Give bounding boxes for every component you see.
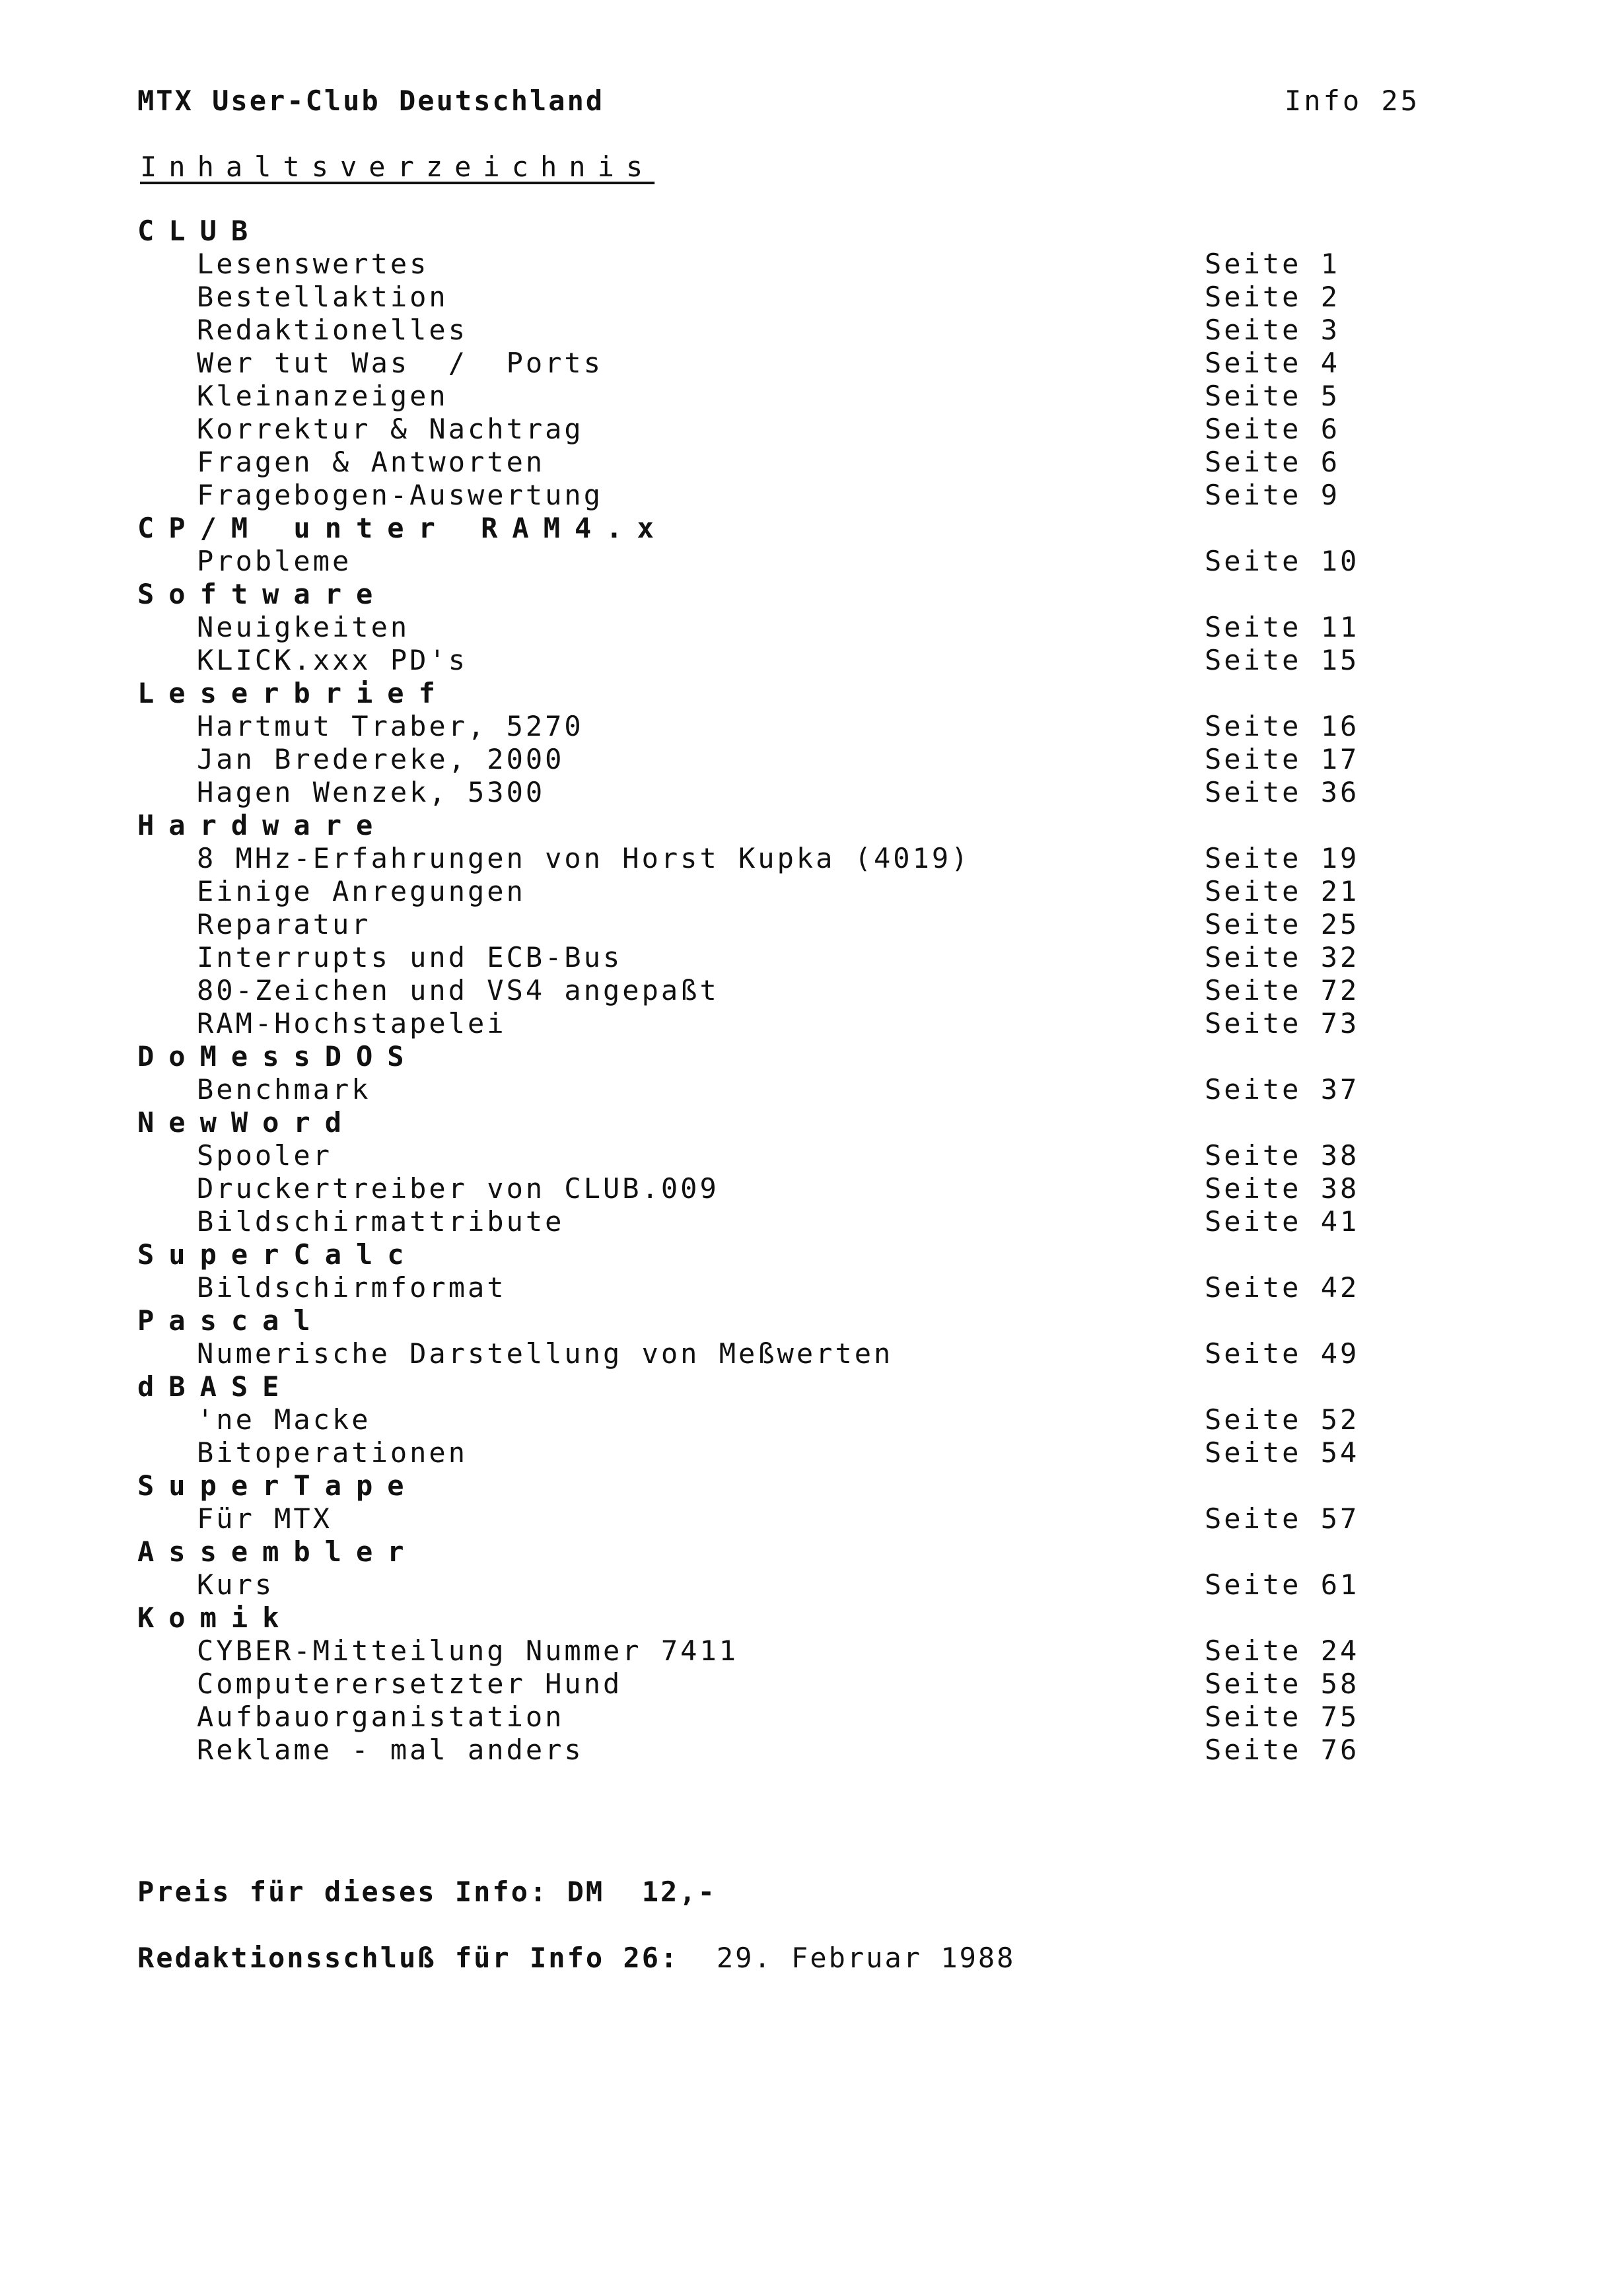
entry-page: Seite 37 (1205, 1073, 1360, 1106)
entry-page: Seite 42 (1205, 1271, 1360, 1304)
toc-entry (137, 1007, 1392, 1040)
section-heading: Assembler (137, 1535, 419, 1568)
entry-page: Seite 49 (1205, 1337, 1360, 1370)
toc-entry (137, 1337, 1392, 1370)
entry-title: KLICK.xxx PD's (197, 644, 468, 676)
toc-entry (137, 314, 1392, 347)
entry-title: Spooler (197, 1139, 333, 1172)
entry-page: Seite 11 (1205, 611, 1360, 643)
entry-title: Fragen & Antworten (197, 446, 546, 478)
section-heading: DoMessDOS (137, 1040, 419, 1073)
entry-title: Einige Anregungen (197, 875, 526, 907)
toc-entry (137, 1668, 1392, 1701)
entry-page: Seite 17 (1205, 743, 1360, 775)
entry-page: Seite 2 (1205, 281, 1341, 313)
toc-entry (137, 941, 1392, 974)
entry-page: Seite 19 (1205, 842, 1360, 874)
toc-entry (137, 776, 1392, 809)
entry-page: Seite 76 (1205, 1734, 1360, 1766)
toc-entry (137, 1734, 1392, 1767)
entry-title: Wer tut Was / Ports (197, 347, 604, 379)
entry-title: Bildschirmattribute (197, 1205, 565, 1238)
issue-number: Info 25 (1285, 85, 1421, 117)
deadline-date: 29. Februar 1988 (716, 1942, 1016, 1974)
toc-entry (137, 347, 1392, 380)
entry-title: Bildschirmformat (197, 1271, 507, 1304)
entry-title: Benchmark (197, 1073, 371, 1106)
toc-entry (137, 281, 1392, 314)
entry-title: Reklame - mal anders (197, 1734, 584, 1766)
entry-page: Seite 1 (1205, 248, 1341, 280)
entry-title: Hagen Wenzek, 5300 (197, 776, 546, 808)
toc-entry (137, 1502, 1392, 1535)
entry-title: Druckertreiber von CLUB.009 (197, 1172, 719, 1205)
toc-entry (137, 743, 1392, 776)
entry-title: Probleme (197, 545, 352, 577)
entry-title: Fragebogen-Auswertung (197, 479, 604, 511)
entry-title: Korrektur & Nachtrag (197, 413, 584, 445)
entry-page: Seite 73 (1205, 1007, 1360, 1039)
entry-title: Redaktionelles (197, 314, 468, 346)
toc-entry (137, 842, 1392, 875)
toc-entry (137, 908, 1392, 941)
section-heading: SuperTape (137, 1469, 419, 1502)
section-heading: dBASE (137, 1370, 294, 1403)
entry-title: CYBER-Mitteilung Nummer 7411 (197, 1635, 739, 1667)
section-heading: Hardware (137, 809, 388, 841)
entry-title: Lesenswertes (197, 248, 429, 280)
toc-entry (137, 1701, 1392, 1734)
toc-entry (137, 875, 1392, 908)
entry-page: Seite 57 (1205, 1502, 1360, 1535)
section-heading: Leserbrief (137, 677, 450, 709)
entry-page: Seite 72 (1205, 974, 1360, 1006)
entry-title: Kleinanzeigen (197, 380, 448, 412)
entry-title: Numerische Darstellung von Meßwerten (197, 1337, 894, 1370)
entry-page: Seite 61 (1205, 1568, 1360, 1601)
section-heading: CP/M unter RAM4.x (137, 512, 668, 544)
entry-page: Seite 15 (1205, 644, 1360, 676)
entry-page: Seite 3 (1205, 314, 1341, 346)
entry-title: Kurs (197, 1568, 275, 1601)
entry-page: Seite 16 (1205, 710, 1360, 742)
deadline-label: Redaktionsschluß für Info 26: (137, 1942, 680, 1974)
entry-title: Jan Bredereke, 2000 (197, 743, 565, 775)
entry-title: Computerersetzter Hund (197, 1668, 623, 1700)
entry-page: Seite 5 (1205, 380, 1341, 412)
entry-page: Seite 6 (1205, 413, 1341, 445)
toc-entry (137, 1568, 1392, 1602)
table-of-contents (137, 215, 1392, 1767)
deadline-note (137, 1942, 1015, 1974)
entry-page: Seite 36 (1205, 776, 1360, 808)
section-heading: SuperCalc (137, 1238, 419, 1271)
entry-title: Für MTX (197, 1502, 333, 1535)
entry-page: Seite 25 (1205, 908, 1360, 940)
entry-title: Aufbauorganistation (197, 1701, 565, 1733)
toc-entry (137, 1635, 1392, 1668)
entry-page: Seite 32 (1205, 941, 1360, 973)
section-heading: CLUB (137, 215, 263, 247)
toc-title: Inhaltsverzeichnis (140, 151, 655, 183)
toc-entry (137, 446, 1392, 479)
price-note: Preis für dieses Info: DM 12,- (137, 1876, 717, 1908)
entry-page: Seite 10 (1205, 545, 1360, 577)
entry-page: Seite 58 (1205, 1668, 1360, 1700)
section-heading: NewWord (137, 1106, 357, 1139)
toc-entry (137, 1073, 1392, 1106)
section-heading: Komik (137, 1602, 294, 1634)
entry-title: RAM-Hochstapelei (197, 1007, 507, 1039)
toc-entry (137, 1436, 1392, 1469)
toc-entry (137, 1139, 1392, 1172)
toc-entry (137, 380, 1392, 413)
entry-page: Seite 41 (1205, 1205, 1360, 1238)
entry-page: Seite 52 (1205, 1403, 1360, 1436)
entry-title: Bestellaktion (197, 281, 448, 313)
entry-title: Interrupts und ECB-Bus (197, 941, 623, 973)
entry-page: Seite 38 (1205, 1172, 1360, 1205)
section-heading: Pascal (137, 1304, 325, 1337)
entry-page: Seite 54 (1205, 1436, 1360, 1469)
entry-page: Seite 6 (1205, 446, 1341, 478)
toc-entry (137, 1205, 1392, 1238)
entry-title: 80-Zeichen und VS4 angepaßt (197, 974, 719, 1006)
toc-entry (137, 1271, 1392, 1304)
entry-page: Seite 4 (1205, 347, 1341, 379)
toc-entry (137, 644, 1392, 677)
entry-title: 8 MHz-Erfahrungen von Horst Kupka (4019) (197, 842, 971, 874)
club-name: MTX User-Club Deutschland (137, 85, 605, 117)
entry-title: Neuigkeiten (197, 611, 410, 643)
toc-entry (137, 1403, 1392, 1436)
toc-entry (137, 1172, 1392, 1205)
entry-page: Seite 24 (1205, 1635, 1360, 1667)
entry-page: Seite 9 (1205, 479, 1341, 511)
section-heading: Software (137, 578, 388, 610)
entry-title: Hartmut Traber, 5270 (197, 710, 584, 742)
toc-entry (137, 248, 1392, 281)
toc-entry (137, 479, 1392, 512)
entry-title: Bitoperationen (197, 1436, 468, 1469)
entry-page: Seite 75 (1205, 1701, 1360, 1733)
entry-title: Reparatur (197, 908, 371, 940)
entry-page: Seite 21 (1205, 875, 1360, 907)
toc-entry (137, 413, 1392, 446)
toc-entry (137, 710, 1392, 743)
entry-title: 'ne Macke (197, 1403, 371, 1436)
deadline-spacer (679, 1942, 717, 1974)
entry-page: Seite 38 (1205, 1139, 1360, 1172)
toc-entry (137, 545, 1392, 578)
toc-entry (137, 974, 1392, 1007)
toc-entry (137, 611, 1392, 644)
